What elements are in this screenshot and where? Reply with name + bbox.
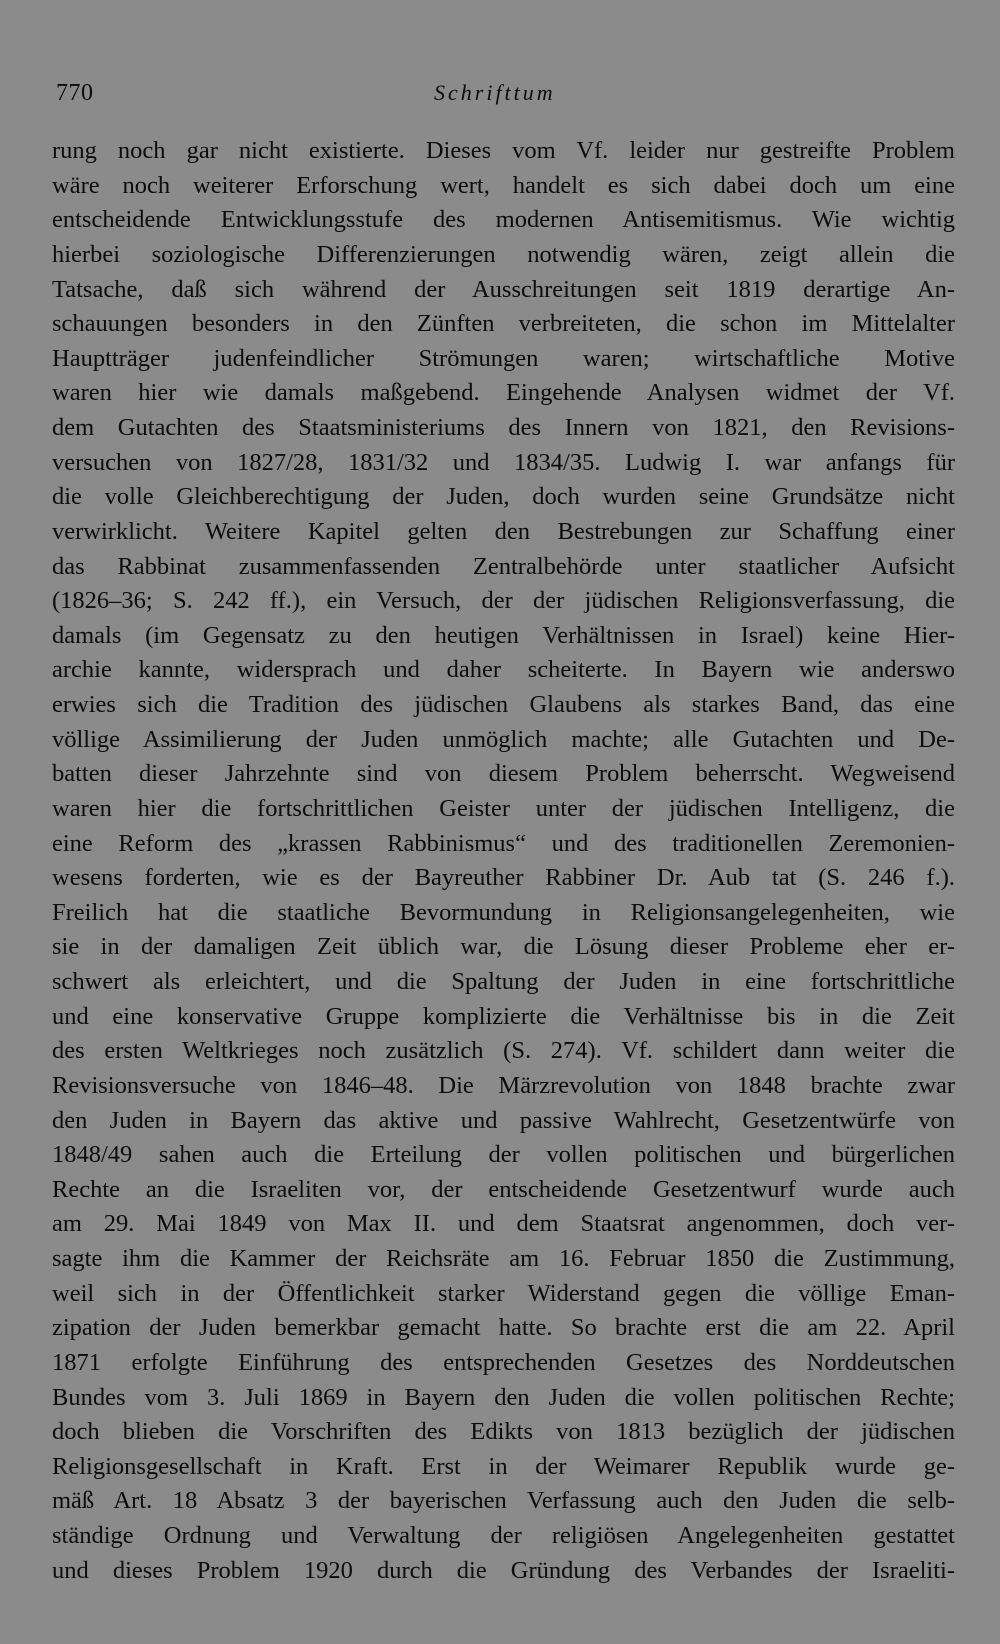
- text-line: versuchen von 1827/28, 1831/32 und 1834/35. Ludwig I. war anfangs für: [52, 448, 955, 476]
- text-line: Freilich hat die staatliche Bevormundung in Religionsangelegenheiten, wie: [52, 898, 955, 926]
- text-line: archie kannte, widersprach und daher scheiterte. In Bayern wie anderswo: [52, 656, 955, 684]
- text-line: Religionsgesellschaft in Kraft. Erst in der Weimarer Republik wurde ge-: [52, 1452, 955, 1480]
- text-line: (1826–36; S. 242 ff.), ein Versuch, der der jüdischen Religionsverfassung, die: [52, 587, 955, 615]
- text-line: zipation der Juden bemerkbar gemacht hatte. So brachte erst die am 22. April: [52, 1314, 955, 1342]
- text-line: waren hier wie damals maßgebend. Eingehende Analysen widmet der Vf.: [52, 379, 955, 407]
- text-line: wäre noch weiterer Erforschung wert, handelt es sich dabei doch um eine: [52, 171, 955, 199]
- page-header: [52, 62, 955, 122]
- text-line: sagte ihm die Kammer der Reichsräte am 16. Februar 1850 die Zustimmung,: [52, 1245, 955, 1272]
- text-line: schwert als erleichtert, und die Spaltung der Juden in eine fortschrittliche: [52, 968, 955, 995]
- text-line: die volle Gleichberechtigung der Juden, doch wurden seine Grundsätze nicht: [52, 483, 955, 511]
- text-line: am 29. Mai 1849 von Max II. und dem Staatsrat angenommen, doch ver-: [52, 1210, 955, 1238]
- text-line: Hauptträger judenfeindlicher Strömungen waren; wirtschaftliche Motive: [52, 344, 955, 372]
- text-line: eine Reform des „krassen Rabbinismus“ und des traditionellen Zeremonien-: [52, 829, 955, 857]
- text-line: verwirklicht. Weitere Kapitel gelten den Bestrebungen zur Schaffung einer: [52, 517, 955, 545]
- body-text: [52, 134, 955, 1588]
- text-line: entscheidende Entwicklungsstufe des modernen Antisemitismus. Wie wichtig: [52, 206, 955, 234]
- text-line: doch blieben die Vorschriften des Edikts von 1813 bezüglich der jüdischen: [52, 1418, 955, 1446]
- text-line: mäß Art. 18 Absatz 3 der bayerischen Verfassung auch den Juden die selb-: [52, 1487, 955, 1515]
- text-line: ständige Ordnung und Verwaltung der religiösen Angelegenheiten gestattet: [52, 1522, 955, 1549]
- text-line: das Rabbinat zusammenfassenden Zentralbehörde unter staatlicher Aufsicht: [52, 552, 955, 580]
- text-line: völlige Assimilierung der Juden unmöglich machte; alle Gutachten und De-: [52, 725, 955, 753]
- text-line: des ersten Weltkrieges noch zusätzlich (S. 274). Vf. schildert dann weiter die: [52, 1037, 955, 1065]
- text-line: und eine konservative Gruppe komplizierte die Verhältnisse bis in die Zeit: [52, 1002, 955, 1030]
- text-line: Bundes vom 3. Juli 1869 in Bayern den Juden die vollen politischen Rechte;: [52, 1383, 955, 1411]
- text-line: Rechte an die Israeliten vor, der entscheidende Gesetzentwurf wurde auch: [52, 1175, 955, 1203]
- text-line: hierbei soziologische Differenzierungen notwendig wären, zeigt allein die: [52, 240, 955, 268]
- text-line: Revisionsversuche von 1846–48. Die Märzrevolution von 1848 brachte zwar: [52, 1071, 955, 1099]
- text-line: waren hier die fortschrittlichen Geister unter der jüdischen Intelligenz, die: [52, 794, 955, 822]
- book-page: [52, 62, 955, 1622]
- text-line: batten dieser Jahrzehnte sind von diesem Problem beherrscht. Wegweisend: [52, 760, 955, 788]
- text-line: dem Gutachten des Staatsministeriums des Innern von 1821, den Revisions-: [52, 414, 955, 441]
- text-line: und dieses Problem 1920 durch die Gründung des Verbandes der Israeliti-: [52, 1556, 955, 1584]
- text-line: rung noch gar nicht existierte. Dieses vom Vf. leider nur gestreifte Problem: [52, 137, 955, 164]
- page-number: 770: [56, 80, 94, 106]
- text-line: 1871 erfolgte Einführung des entsprechenden Gesetzes des Norddeutschen: [52, 1348, 955, 1376]
- text-line: weil sich in der Öffentlichkeit starker Widerstand gegen die völlige Eman-: [52, 1279, 955, 1307]
- text-line: 1848/49 sahen auch die Erteilung der vollen politischen und bürgerlichen: [52, 1141, 955, 1169]
- text-line: sie in der damaligen Zeit üblich war, die Lösung dieser Probleme eher er-: [52, 933, 955, 961]
- text-line: wesens forderten, wie es der Bayreuther Rabbiner Dr. Aub tat (S. 246 f.).: [52, 864, 955, 892]
- running-title: Schrifttum: [434, 80, 556, 105]
- text-line: den Juden in Bayern das aktive und passive Wahlrecht, Gesetzentwürfe von: [52, 1106, 955, 1134]
- text-line: Tatsache, daß sich während der Ausschreitungen seit 1819 derartige An-: [52, 275, 955, 303]
- text-line: damals (im Gegensatz zu den heutigen Verhältnissen in Israel) keine Hier-: [52, 621, 955, 649]
- text-line: erwies sich die Tradition des jüdischen Glaubens als starkes Band, das eine: [52, 691, 955, 718]
- text-line: schauungen besonders in den Zünften verbreiteten, die schon im Mittelalter: [52, 310, 955, 338]
